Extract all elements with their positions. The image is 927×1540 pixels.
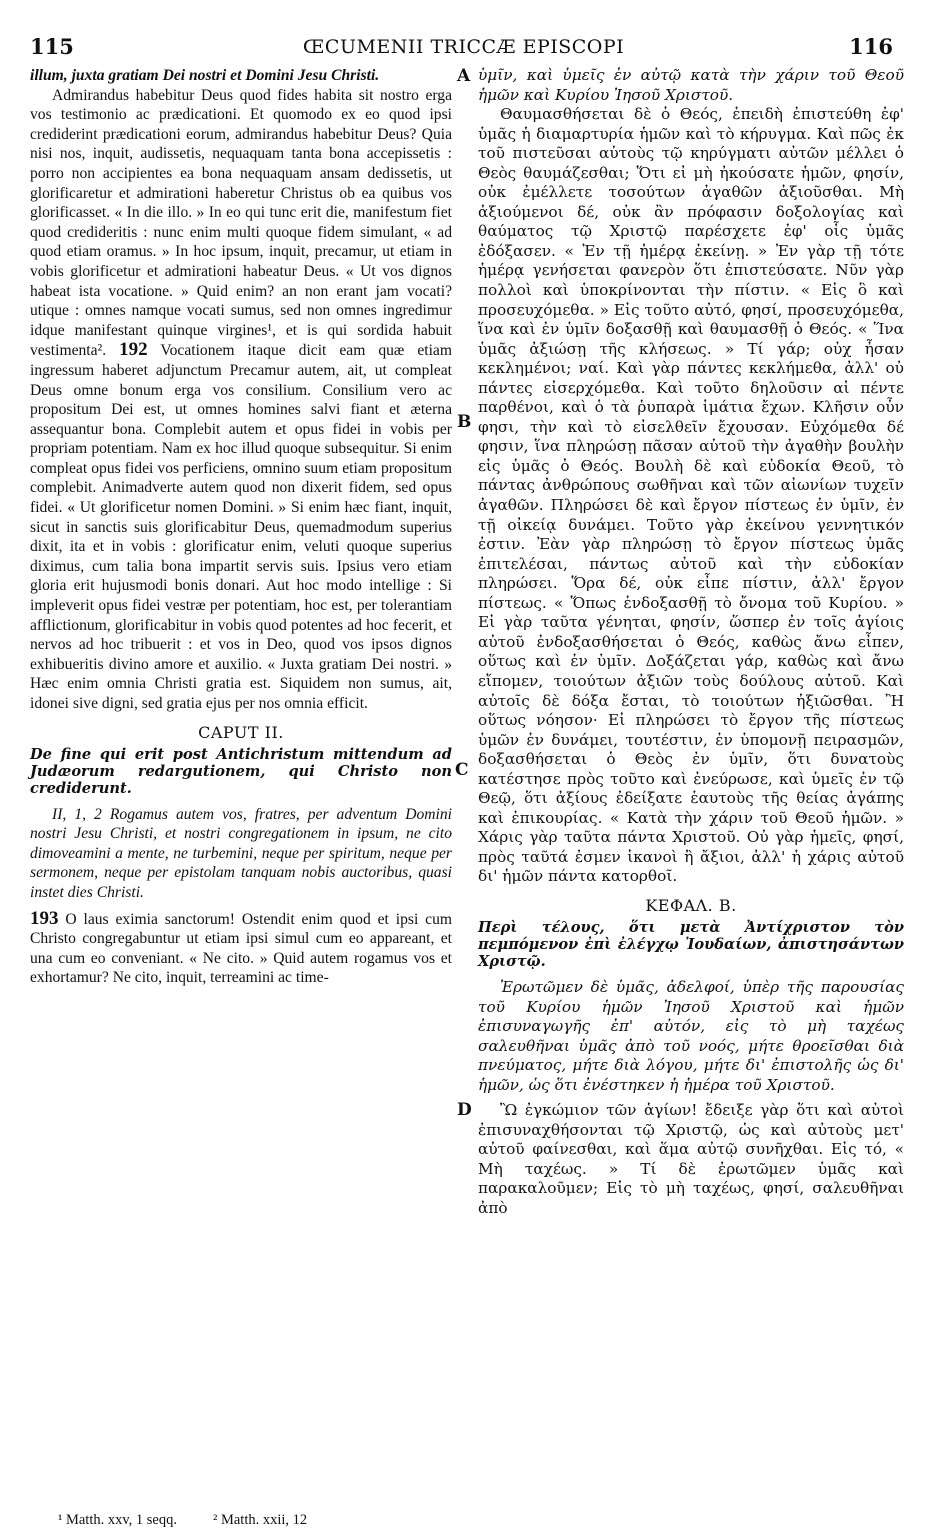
latin-verse: II, 1, 2 Rogamus autem vos, fratres, per adventum Domini nostri Jesu Christi, et nostri congregationem in ipsum, ne cito dimoveamini a mente, ne turbemini, neque per spiritum, neque per sermonem, neque per epistolam tanquam nobis auctoribus, quasi instet dies Christi. [30, 805, 452, 901]
latin-paragraph-1-text: Admirandus habebitur Deus quod fides habita sit nostro erga vos testimonio ac prædicationi. Et quomodo ex eo quod ipsi crediderint prædicationi eorum, admirandus habebitur Deus? Quia nisi nos, inquit, audissetis, nequaquam tanta bona accepissetis : porro non accipientes ea bona nequaquam ansam dedissetis, ut glorificaretur et admirationi haberetur Christus ob ea quibus vos glorificasset. « In die illo. » In eo qui tunc erit die, manifestum fiet quod credideritis : nunc enim multi quoque fidem simulant, « ad quod etiam oramus. » In hoc ipsum, inquit, precamur, ut etiam in vobis glorificetur et admirationi habeatur Deus. « Ut vos dignos habeat ista vocatione. » Quid enim? an non erant jam vocati? utique : omnes namque vocati sumus, sed non omnes ingredimur idque manifestant quinque virgines¹, et is qui sordida habuit vestimenta². [30, 86, 452, 360]
greek-chapter-heading: ΚΕΦΑΛ. Β. [645, 895, 737, 915]
margin-marker-b: B [457, 412, 472, 432]
margin-marker-d: D [457, 1100, 472, 1120]
greek-chapter-title: Περὶ τέλους, ὅτι μετὰ Ἀντίχριστον τὸν πεμπόμενον ἐπὶ ἐλέγχῳ Ἰουδαίων, ἀπιστησάντων Χριστῷ. [478, 918, 904, 970]
greek-column [478, 66, 904, 1219]
latin-paragraph-1 [30, 86, 452, 714]
running-title: ŒCUMENII TRICCÆ EPISCOPI [302, 36, 625, 58]
footnotes [58, 1512, 307, 1529]
latin-chapter-heading: CAPUT II. [198, 722, 284, 742]
column-number-192: 192 [119, 339, 148, 361]
footnote-2: ² Matth. xxii, 12 [213, 1512, 308, 1528]
margin-marker-a: A [457, 66, 471, 86]
greek-paragraph-2: Ὢ ἐγκώμιον τῶν ἁγίων! ἔδειξε γὰρ ὅτι καὶ αὐτοὶ ἐπισυναχθήσονται τῷ Χριστῷ, ὡς καὶ αὐτοὺς μετ' αὐτοῦ φαίνεσθαι, καὶ ἅμα αὐτῷ συνῆχθαι. Εἰς τό, « Μὴ ταχέως. » Τί δὲ ἐρωτῶμεν ὑμᾶς καὶ παρακαλοῦμεν; Εἰς τὸ μὴ ταχέως, φησί, σαλευθῆναι ἀπὸ [478, 1101, 904, 1217]
page-number-right: 116 [849, 34, 893, 59]
margin-marker-c: C [455, 760, 469, 780]
latin-paragraph-2 [30, 909, 452, 988]
latin-paragraph-2-text: O laus eximia sanctorum! Ostendit enim quod et ipsi cum Christo congregabuntur ut etiam ipsi simul cum eo appareant, et una cum eo conveniant. « Ne cito. » Quid autem rogamus vos et exhortamur? Ne cito, inquit, terreamini ac time- [30, 910, 452, 987]
latin-chapter-title: De fine qui erit post Antichristum mittendum ad Judæorum redargutionem, qui Christo non crediderunt. [30, 745, 452, 797]
greek-paragraph-1: Θαυμασθήσεται δὲ ὁ Θεός, ἐπειδὴ ἐπιστεύθη ἐφ' ὑμᾶς ἡ διαμαρτυρία ἡμῶν καὶ τὸ κήρυγμα. Καὶ πῶς ἐκ τοῦ πιστεῦσαι αὐτοὺς τῷ κηρύγματι αὐτῶν μέλλει ὁ Θεὸς θαυμάζεσθαι; Ὅτι εἰ μὴ ἠκούσατε ἡμῶν, φησίν, οὐκ ἐμέλλετε τοσούτων ἀγαθῶν ἀξιοῦσθαι. Μὴ ἀξιούμενοι δέ, οὐκ ἂν πρόφασιν δοξολογίας καὶ θαύματος τῷ Χριστῷ παρέσχετε ἐφ' οἷς ὑμᾶς ἐδόξασεν. « Ἐν τῇ ἡμέρᾳ ἐκείνῃ. » Ἐν γὰρ τῇ τότε ἡμέρᾳ γενήσεται φανερὸν ὅτι ἐπιστεύσατε. Νῦν γὰρ πολλοὶ καὶ ὑποκρίνονται τὴν πίστιν. « Εἰς ὃ καὶ προσευχόμεθα. » Εἰς τοῦτο αὐτό, φησί, προσευχόμεθα, ἵνα καὶ ἐν ὑμῖν δοξασθῇ καὶ θαυμασθῇ ὁ Θεός. « Ἵνα ὑμᾶς ἀξιώσῃ τῆς κλήσεως. » Τί γάρ; οὐχ ἦσαν κεκλημένοι; ναί. Καὶ γὰρ πάντες κεκλήμεθα, ἀλλ' οὐ πάντες εἰσερχόμεθα. Καὶ τοῦτο δηλοῦσιν αἱ πέντε παρθένοι, καὶ ὁ τὰ ῥυπαρὰ ἱμάτια ἔχων. Κλῆσιν οὖν φησι, τὴν καὶ τὸ εἰσελθεῖν ἔχουσαν. Εὐχόμεθα δέ φησιν, ἵνα πληρώσῃ πᾶσαν αὐτοῦ τὴν ἀγαθὴν βουλὴν εἰς ὑμᾶς ὁ Θεός. Βουλὴ δὲ καὶ εὐδοκία Θεοῦ, τὸ πάντας ἀνθρώπους σωθῆναι καὶ τῶν αἰωνίων τυχεῖν ἀγαθῶν. Πληρώσει δὲ καὶ ἔργον πίστεως ἐν ὑμῖν, ἐν τῇ οἰκείᾳ δυνάμει. Τοῦτο γὰρ ἐκείνου γεννητικόν ἐστιν. Ἐὰν γὰρ πληρώσῃ τὸ ἔργον πίστεως ὑμᾶς ἐπιτελέσαι, πάντως αὐτοῦ καὶ τὴν εὐδοκίαν πληρώσει. Ὅρα δέ, οὐκ εἶπε πίστιν, ἀλλ' ἔργον πίστεως. « Ὅπως ἐνδοξασθῇ τὸ ὄνομα τοῦ Κυρίου. » Εἰ γὰρ ταῦτα γένηται, φησίν, ὥσπερ ἐν τοῖς ἁγίοις αὐτοῦ ἐνδοξασθήσεται ὁ Θεός, καθὼς ἄνω εἶπεν, οὕτως καὶ ἐν ὑμῖν. Δοξάζεται γάρ, καθὼς καὶ ἄνω εἴπομεν, τοιούτων ἀξιῶν τοὺς δούλους αὐτοῦ. Καὶ αὐτοῖς δὲ δόξα ἔσται, τὸ τοιούτων ἠξιῶσθαι. Ἢ οὕτως νόησον· Εἰ πληρώσει τὸ ἔργον τῆς πίστεως ὑμῶν ἐν δυνάμει, τουτέστιν, ἐν ὑπομονῇ πειρασμῶν, δοξασθήσεται ὁ Θεὸς ἐν ὑμῖν, ὅτι δυνατοὺς κατέστησε πρὸς τοῦτο καὶ ἐνεύρωσε, καὶ ὑμεῖς ἐν τῷ Θεῷ, ὅτι ἀξίους ἐδείξατε ἑαυτοὺς τῆς θείας ἀγάπης καὶ ἐπικουρίας. « Κατὰ τὴν χάριν τοῦ Θεοῦ ἡμῶν. » Χάρις γὰρ ταῦτα πάντα Χριστοῦ. Οὐ γὰρ ἡμεῖς, φησί, πρὸς ταῦτά ἐσμεν ἱκανοὶ ἢ ἄξιοι, ἀλλ' ἡ χάρις αὐτοῦ δι' ἡμῶν πάντα κατορθοῖ. [478, 105, 904, 886]
greek-verse: Ἐρωτῶμεν δὲ ὑμᾶς, ἀδελφοί, ὑπὲρ τῆς παρουσίας τοῦ Κυρίου ἡμῶν Ἰησοῦ Χριστοῦ καὶ ἡμῶν ἐπισυναγωγῆς ἐπ' αὐτόν, εἰς τὸ μὴ ταχέως σαλευθῆναι ὑμᾶς ἀπὸ τοῦ νοός, μήτε θροεῖσθαι διὰ πνεύματος, μήτε διὰ λόγου, μήτε δι' ἐπιστολῆς ὡς δι' ἡμῶν, ὡς ὅτι ἐνέστηκεν ἡ ἡμέρα τοῦ Χριστοῦ. [478, 977, 904, 1094]
page-header [30, 34, 897, 68]
latin-intro: illum, juxta gratiam Dei nostri et Domini Jesu Christi. [30, 67, 380, 84]
column-number-193: 193 [30, 907, 59, 929]
latin-column [30, 66, 452, 988]
page-number-left: 115 [30, 34, 74, 59]
footnote-1: ¹ Matth. xxv, 1 seqq. [58, 1512, 177, 1528]
latin-paragraph-1b-text: Vocationem itaque dicit eam quæ etiam ingressum haberet adjunctum Precamur autem, ait, ut compleat Deus omne bonum erga vos consilium. Consilium vero ac propositum Dei est, ut omnes homines salvi fiant et æterna assequantur bona. Complebit autem et opus fidei in vobis per propriam potentiam. Nam ex hoc illud quoque subsequitur. Si enim compleat opus fidei vos perficiens, omnino suum etiam propositum complebit. Animadverte autem quod non dixerit fidem, sed opus fidei. « Ut glorificetur nomen Domini. » Si enim hæc fiant, inquit, sicut in sanctis suis glorificabitur Deus, quemadmodum superius dixit, ita et in vobis : glorificatur enim, veluti quoque superius diximus, cum talia bona impartit servis suis. Ipsius vero etiam gloria erit hujusmodi bonis donari. Aut hoc modo intellige : Si impleverit opus fidei vestræ per potentiam, hoc est, per tolerantiam afflictionum, glorificabitur in vobis quod potentes ad hoc fecerit, et nervos ad hoc tribuerit : et vos in Deo, quod vos ipsos dignos exhibueritis divino amore et auxilio. « Juxta gratiam Dei nostri. » Hæc enim omnia Christi gratia est. Siquidem non sumus, ait, idonei sive digni, sed gratia ejus per nos omnia efficit. [30, 342, 452, 712]
greek-intro: ὑμῖν, καὶ ὑμεῖς ἐν αὐτῷ κατὰ τὴν χάριν τοῦ Θεοῦ ἡμῶν καὶ Κυρίου Ἰησοῦ Χριστοῦ. [478, 66, 904, 104]
